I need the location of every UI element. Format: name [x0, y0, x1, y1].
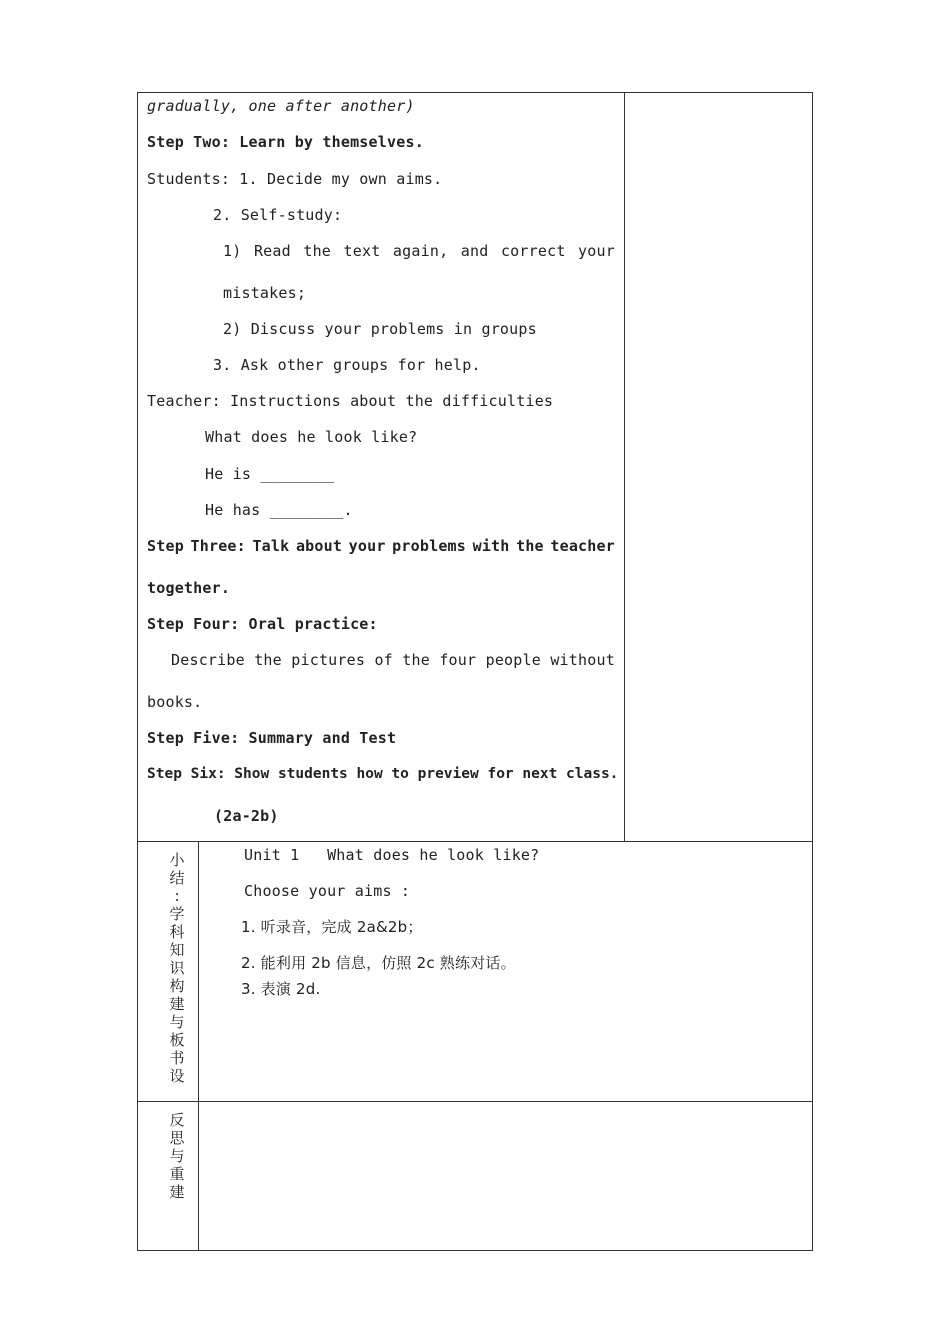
discuss-line: 2) Discuss your problems in groups	[223, 320, 537, 338]
step-five-heading: Step Five: Summary and Test	[147, 729, 397, 747]
summary-label: 小 结 : 学 科 知 识 构 建 与 板 书 设	[169, 851, 185, 1085]
mistakes-line: mistakes;	[223, 284, 307, 302]
reflection-row-top-border	[137, 1101, 813, 1102]
word: pictures	[291, 651, 366, 669]
he-is-line: He is ________	[205, 465, 335, 483]
word: your	[578, 242, 615, 260]
aim-item-3: 3. 表演 2d.	[241, 980, 321, 998]
word: the	[402, 651, 430, 669]
teacher-line: Teacher: Instructions about the difficulties	[147, 392, 554, 410]
summary-row-top-border	[137, 841, 813, 842]
word: without	[550, 651, 615, 669]
aim-item-1: 1. 听录音，完成 2a&2b；	[241, 918, 423, 936]
step-two-heading: Step Two: Learn by themselves.	[147, 133, 424, 151]
word: the	[254, 651, 282, 669]
step-three-heading	[147, 537, 615, 555]
books-line: books.	[147, 693, 203, 711]
unit-title: Unit 1 What does he look like?	[244, 846, 540, 864]
lesson-table-outer	[137, 92, 813, 1251]
word: about	[295, 537, 343, 555]
word: Describe	[171, 651, 245, 669]
word: Read	[253, 242, 291, 260]
reflection-label: 反 思 与 重 建	[169, 1111, 185, 1201]
word: four	[439, 651, 477, 669]
label-column-divider	[198, 841, 199, 1251]
top-row-divider	[624, 92, 625, 842]
word: again,	[392, 242, 449, 260]
step-six-heading: Step Six: Show students how to preview for next class.	[147, 766, 619, 782]
word: with	[472, 537, 510, 555]
step-four-heading: Step Four: Oral practice:	[147, 615, 378, 633]
word: problems	[392, 537, 467, 555]
self-study: 2. Self-study:	[213, 206, 343, 224]
word: and	[460, 242, 489, 260]
aim-item-2: 2. 能利用 2b 信息，仿照 2c 熟练对话。	[241, 954, 516, 972]
word: Talk	[252, 537, 290, 555]
word: correct	[500, 242, 566, 260]
describe-line	[171, 651, 615, 669]
ask-help-line: 3. Ask other groups for help.	[213, 356, 481, 374]
word: people	[485, 651, 541, 669]
word: teacher	[550, 537, 615, 555]
he-has-line: He has ________.	[205, 501, 353, 519]
word: Three:	[190, 537, 246, 555]
choose-aims: Choose your aims :	[244, 882, 411, 900]
word: text	[343, 242, 381, 260]
students-aims: Students: 1. Decide my own aims.	[147, 170, 443, 188]
continued-line: gradually, one after another)	[147, 97, 415, 115]
read-text-line	[223, 242, 615, 260]
word: your	[348, 537, 386, 555]
word: 1)	[223, 242, 242, 260]
range-line: (2a-2b)	[214, 807, 279, 825]
question-line: What does he look like?	[205, 428, 418, 446]
together-line: together.	[147, 579, 231, 597]
word: the	[303, 242, 332, 260]
word: the	[516, 537, 544, 555]
word: of	[374, 651, 393, 669]
word: Step	[147, 537, 184, 555]
